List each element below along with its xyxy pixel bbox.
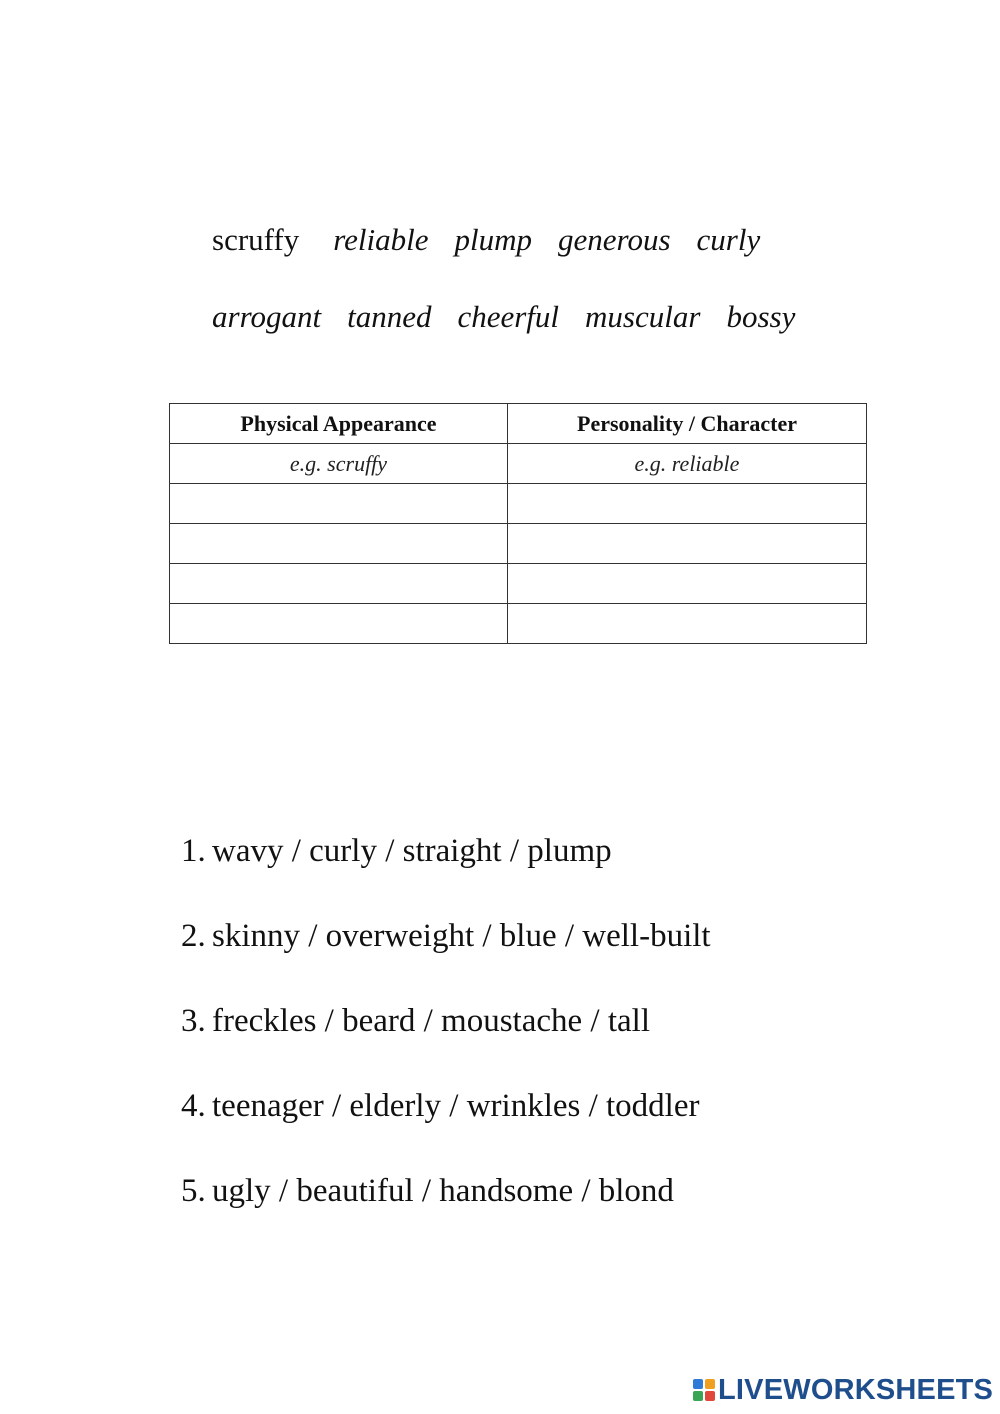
item-options: skinny / overweight / blue / well-built bbox=[212, 918, 711, 954]
item-number: 4. bbox=[181, 1088, 206, 1124]
answer-cell-physical[interactable] bbox=[170, 604, 508, 644]
word-bank-item: scruffy bbox=[212, 222, 300, 257]
list-item[interactable] bbox=[181, 833, 711, 918]
item-number: 1. bbox=[181, 833, 206, 869]
logo-square bbox=[693, 1379, 703, 1389]
table-row bbox=[170, 564, 867, 604]
answer-cell-physical[interactable] bbox=[170, 484, 508, 524]
table-row-example bbox=[170, 444, 867, 484]
word-bank-item: arrogant bbox=[212, 299, 322, 334]
table-row bbox=[170, 604, 867, 644]
example-cell-personality: e.g. reliable bbox=[508, 444, 867, 484]
list-item[interactable] bbox=[181, 1003, 711, 1088]
word-bank-item: cheerful bbox=[457, 299, 560, 334]
answer-cell-physical[interactable] bbox=[170, 564, 508, 604]
item-number: 5. bbox=[181, 1173, 206, 1209]
answer-cell-personality[interactable] bbox=[508, 564, 867, 604]
logo-text: LIVEWORKSHEETS bbox=[718, 1373, 994, 1406]
word-bank-item: reliable bbox=[333, 222, 429, 257]
item-options: freckles / beard / moustache / tall bbox=[212, 1003, 650, 1039]
word-bank-item: bossy bbox=[726, 299, 796, 334]
item-number: 2. bbox=[181, 918, 206, 954]
word-bank-row-1 bbox=[212, 222, 786, 258]
header-personality-character: Personality / Character bbox=[508, 404, 867, 444]
word-bank-item: curly bbox=[696, 222, 761, 257]
word-bank-item: tanned bbox=[347, 299, 432, 334]
liveworksheets-logo-icon bbox=[693, 1379, 715, 1401]
header-physical-appearance: Physical Appearance bbox=[170, 404, 508, 444]
odd-one-out-list bbox=[181, 833, 711, 1258]
list-item[interactable] bbox=[181, 1173, 711, 1258]
liveworksheets-logo bbox=[693, 1375, 993, 1405]
logo-square bbox=[705, 1379, 715, 1389]
table-header-row bbox=[170, 404, 867, 444]
list-item[interactable] bbox=[181, 918, 711, 1003]
item-options: teenager / elderly / wrinkles / toddler bbox=[212, 1088, 700, 1124]
answer-cell-personality[interactable] bbox=[508, 524, 867, 564]
answer-cell-personality[interactable] bbox=[508, 484, 867, 524]
logo-square bbox=[705, 1391, 715, 1401]
word-bank-item: muscular bbox=[585, 299, 701, 334]
answer-cell-personality[interactable] bbox=[508, 604, 867, 644]
logo-square bbox=[693, 1391, 703, 1401]
word-bank-row-2 bbox=[212, 299, 821, 335]
sorting-table bbox=[169, 403, 867, 644]
item-options: wavy / curly / straight / plump bbox=[212, 833, 612, 869]
list-item[interactable] bbox=[181, 1088, 711, 1173]
item-options: ugly / beautiful / handsome / blond bbox=[212, 1173, 674, 1209]
word-bank-item: generous bbox=[558, 222, 671, 257]
answer-cell-physical[interactable] bbox=[170, 524, 508, 564]
table-row bbox=[170, 484, 867, 524]
example-cell-physical: e.g. scruffy bbox=[170, 444, 508, 484]
item-number: 3. bbox=[181, 1003, 206, 1039]
table-row bbox=[170, 524, 867, 564]
word-bank-item: plump bbox=[454, 222, 533, 257]
